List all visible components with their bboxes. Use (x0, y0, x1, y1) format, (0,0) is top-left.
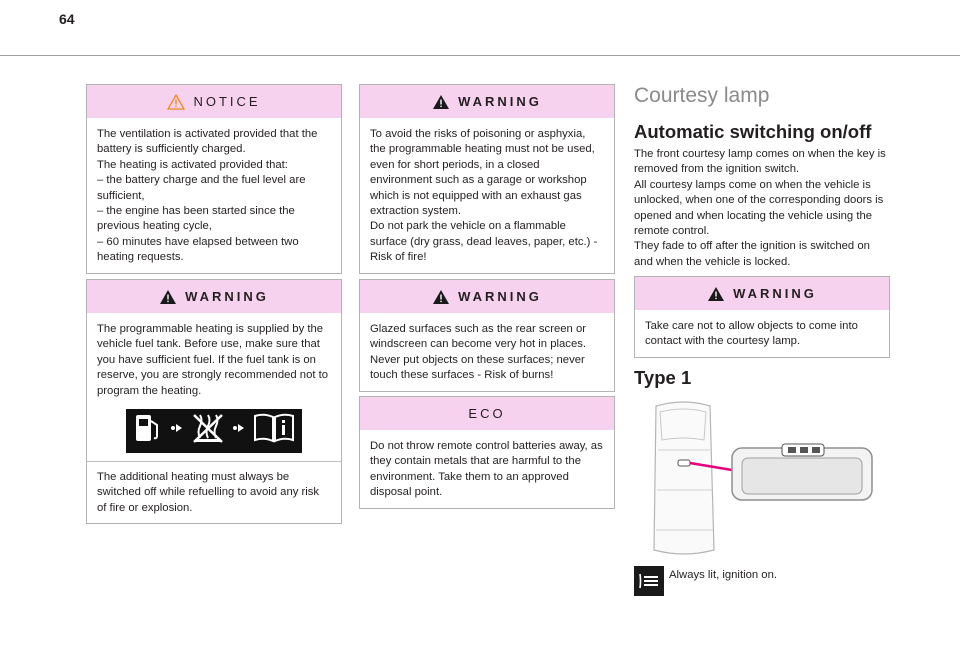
top-rule (0, 55, 960, 56)
courtesy-paragraph: The front courtesy lamp comes on when the key is removed from the ignition switch. All courtesy lamps come on when the vehicle is unlocked, when one of the corresponding doors is opened and when locating the vehicle using the remote control. They fade to off after the ignition is switched on and when the vehicle is locked. (634, 148, 886, 268)
burns-warning-header (360, 280, 614, 313)
section-title: Courtesy lamp (634, 84, 770, 107)
fuel-warning-text-2: The additional heating must always be switched off while refuelling to avoid any risk of fire or explosion. (97, 471, 320, 514)
fuel-pump-icon (133, 412, 163, 449)
pictogram-strip (126, 409, 302, 453)
no-heating-icon (191, 412, 225, 449)
courtesy-warning-text: Take care not to allow objects to come into contact with the courtesy lamp. (645, 320, 858, 348)
subtitle: Automatic switching on/off (634, 121, 872, 142)
notice-text: The ventilation is activated provided that the battery is sufficiently charged. The heating is activated provided that: – the battery charge and the fuel level are sufficient, – the engine has been started since the previous heating cycle, – 60 minutes have elapsed between two heating requests. (97, 128, 318, 264)
eco-header (360, 397, 614, 430)
fuel-warning-text: The programmable heating is supplied by the vehicle fuel tank. Before use, make sure that you have sufficient fuel. If the fuel tank is on reserve, you are strongly recommended not to program the heating. (97, 323, 329, 397)
fuel-warning-header (87, 280, 341, 313)
burns-warning-box (359, 279, 615, 392)
poisoning-warning-label: WARNING (458, 94, 542, 109)
poisoning-warning-header (360, 85, 614, 118)
arrow-icon (170, 422, 184, 439)
courtesy-warning-label: WARNING (733, 286, 817, 301)
always-lit-text: Always lit, ignition on. (669, 569, 777, 581)
courtesy-warning-header (635, 277, 889, 310)
courtesy-lamp-illustration (644, 400, 884, 560)
fuel-warning-box (86, 279, 342, 524)
always-lit-icon (634, 566, 664, 596)
poisoning-warning-box (359, 84, 615, 274)
divider (87, 461, 341, 462)
poisoning-warning-text: To avoid the risks of poisoning or asphyxia, the programmable heating must not be used, even for short periods, in a closed environment such as a garage or workshop which is not equipped with an exhaust gas extraction system. Do not park the vehicle on a flammable surface (dry grass, dead leaves, paper, etc.) - Risk of fire! (370, 128, 598, 264)
eco-box (359, 396, 615, 509)
notice-label: NOTICE (193, 94, 261, 109)
warning-icon (159, 289, 177, 305)
courtesy-warning-box (634, 276, 890, 358)
arrow-icon (232, 422, 246, 439)
manual-book-icon (253, 412, 295, 449)
burns-warning-text: Glazed surfaces such as the rear screen or windscreen can become very hot in places. Never put objects on these surfaces; never touch these surfaces - Risk of burns! (370, 323, 587, 382)
warning-outline-icon (167, 94, 185, 110)
eco-label: ECO (468, 406, 506, 421)
type-title: Type 1 (634, 367, 692, 388)
notice-box (86, 84, 342, 274)
eco-text: Do not throw remote control batteries away, as they contain metals that are harmful to the environment. Take them to an approved disposal point. (370, 440, 603, 499)
fuel-warning-label: WARNING (185, 289, 269, 304)
warning-icon (707, 286, 725, 302)
notice-header (87, 85, 341, 118)
warning-icon (432, 94, 450, 110)
warning-icon (432, 289, 450, 305)
burns-warning-label: WARNING (458, 289, 542, 304)
page-number: 64 (59, 11, 75, 27)
